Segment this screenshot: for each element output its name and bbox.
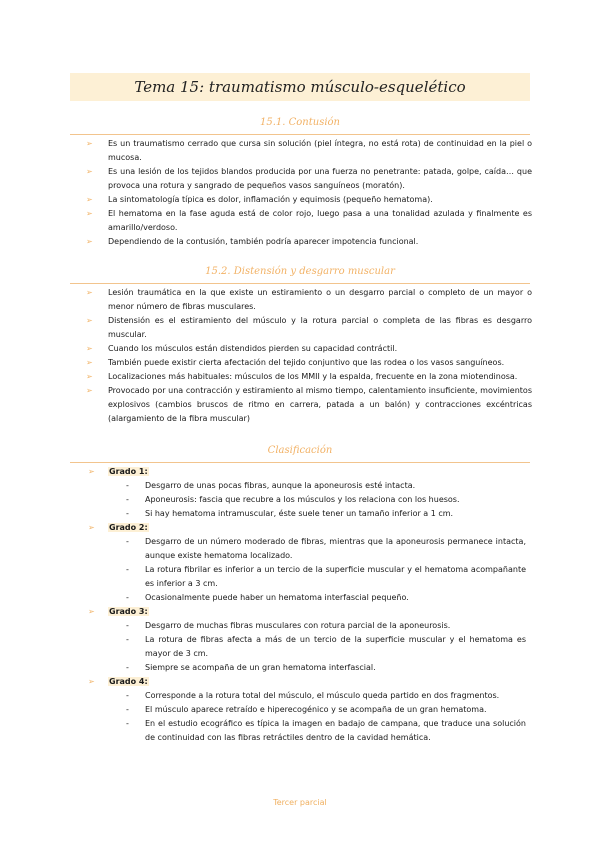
arrow-bullet-icon: ➢ — [86, 139, 93, 148]
arrow-bullet-icon: ➢ — [86, 358, 93, 367]
list-item: - Desgarro de unas pocas fibras, aunque la aponeurosis esté intacta. — [126, 481, 416, 490]
arrow-bullet-icon: ➢ — [86, 288, 93, 297]
distension-list — [86, 286, 532, 426]
grade-label: Grado 3: — [109, 607, 148, 616]
arrow-bullet-icon: ➢ — [86, 237, 93, 246]
arrow-bullet-icon: ➢ — [88, 523, 95, 532]
section-rule — [70, 462, 530, 463]
grade-label: Grado 2: — [109, 523, 148, 532]
list-item: - En el estudio ecográfico es típica la imagen en badajo de campana, que traduce una solución de continuidad con las fibras retráctiles dentro de la cavidad hemática. — [126, 719, 526, 742]
list-item: - Corresponde a la rotura total del músculo, el músculo queda partido en dos fragmentos. — [126, 691, 500, 700]
list-item: - Siempre se acompaña de un gran hematoma interfascial. — [126, 663, 376, 672]
list-item: ➢ El hematoma en la fase aguda está de color rojo, luego pasa a una tonalidad azulada y finalmente es amarillo/verdoso. — [86, 209, 532, 232]
arrow-bullet-icon: ➢ — [86, 209, 93, 218]
list-item: - Ocasionalmente puede haber un hematoma interfascial pequeño. — [126, 593, 409, 602]
arrow-bullet-icon: ➢ — [86, 344, 93, 353]
list-item: - El músculo aparece retraído e hiperecogénico y se acompaña de un gran hematoma. — [126, 705, 487, 714]
list-item: ➢ Distensión es el estiramiento del músculo y la rotura parcial o completa de las fibras es desgarro muscular. — [86, 316, 532, 339]
grade-label: Grado 4: — [109, 677, 148, 686]
grade-label: Grado 1: — [109, 467, 148, 476]
arrow-bullet-icon: ➢ — [86, 372, 93, 381]
arrow-bullet-icon: ➢ — [86, 316, 93, 325]
arrow-bullet-icon: ➢ — [88, 467, 95, 476]
list-item: ➢ La sintomatología típica es dolor, inflamación y equimosis (pequeño hematoma). — [86, 193, 532, 207]
list-item: ➢ Dependiendo de la contusión, también podría aparecer impotencia funcional. — [86, 235, 532, 249]
list-item: - Desgarro de un número moderado de fibras, mientras que la aponeurosis permanece intacta, aunque existe hematoma localizado. — [126, 537, 526, 560]
arrow-bullet-icon: ➢ — [86, 167, 93, 176]
list-item: - La rotura fibrilar es inferior a un tercio de la superficie muscular y el hematoma acompañante es inferior a 3 cm. — [126, 565, 526, 588]
list-item: ➢ Cuando los músculos están distendidos pierden su capacidad contráctil. — [86, 342, 532, 356]
list-item: - Si hay hematoma intramuscular, éste suele tener un tamaño inferior a 1 cm. — [126, 509, 454, 518]
section-heading-classification: Clasificación — [267, 445, 333, 456]
section-heading-distension: 15.2. Distensión y desgarro muscular — [205, 266, 395, 277]
title-banner — [70, 73, 530, 101]
footer-text: Tercer parcial — [273, 798, 327, 807]
section-rule — [70, 134, 530, 135]
grade-4 — [88, 675, 528, 745]
list-item: ➢ También puede existir cierta afectación del tejido conjuntivo que las rodea o los vasos sanguíneos. — [86, 356, 532, 370]
arrow-bullet-icon: ➢ — [88, 607, 95, 616]
list-item: ➢ Provocado por una contracción y estiramiento al mismo tiempo, calentamiento insuficiente, movimientos explosivos (cambios bruscos de ritmo en carrera, patada a un balón) y contracciones excéntricas (alargamiento de la fibra muscular) — [86, 386, 532, 423]
list-item: ➢ Lesión traumática en la que existe un estiramiento o un desgarro parcial o completo de un mayor o menor número de fibras musculares. — [86, 288, 532, 311]
list-item: - Aponeurosis: fascia que recubre a los músculos y los relaciona con los huesos. — [126, 495, 460, 504]
list-item: ➢ Es un traumatismo cerrado que cursa sin solución (piel íntegra, no está rota) de continuidad en la piel o mucosa. — [86, 139, 532, 162]
arrow-bullet-icon: ➢ — [88, 677, 95, 686]
grade-1 — [88, 465, 528, 521]
section-heading-contusion: 15.1. Contusión — [260, 117, 340, 128]
page-title: Tema 15: traumatismo músculo-esquelético — [134, 78, 466, 96]
contusion-list — [86, 137, 532, 249]
grade-2 — [88, 521, 528, 605]
section-rule — [70, 283, 530, 284]
grade-3 — [88, 605, 528, 675]
list-item: ➢ Localizaciones más habituales: músculos de los MMII y la espalda, frecuente en la zona miotendinosa. — [86, 370, 532, 384]
arrow-bullet-icon: ➢ — [86, 386, 93, 395]
list-item: ➢ Es una lesión de los tejidos blandos producida por una fuerza no penetrante: patada, golpe, caída… que provoca una rotura y sangrado de pequeños vasos sanguíneos (moratón). — [86, 167, 532, 190]
list-item: - Desgarro de muchas fibras musculares con rotura parcial de la aponeurosis. — [126, 621, 451, 630]
arrow-bullet-icon: ➢ — [86, 195, 93, 204]
list-item: - La rotura de fibras afecta a más de un tercio de la superficie muscular y el hematoma es mayor de 3 cm. — [126, 635, 526, 658]
